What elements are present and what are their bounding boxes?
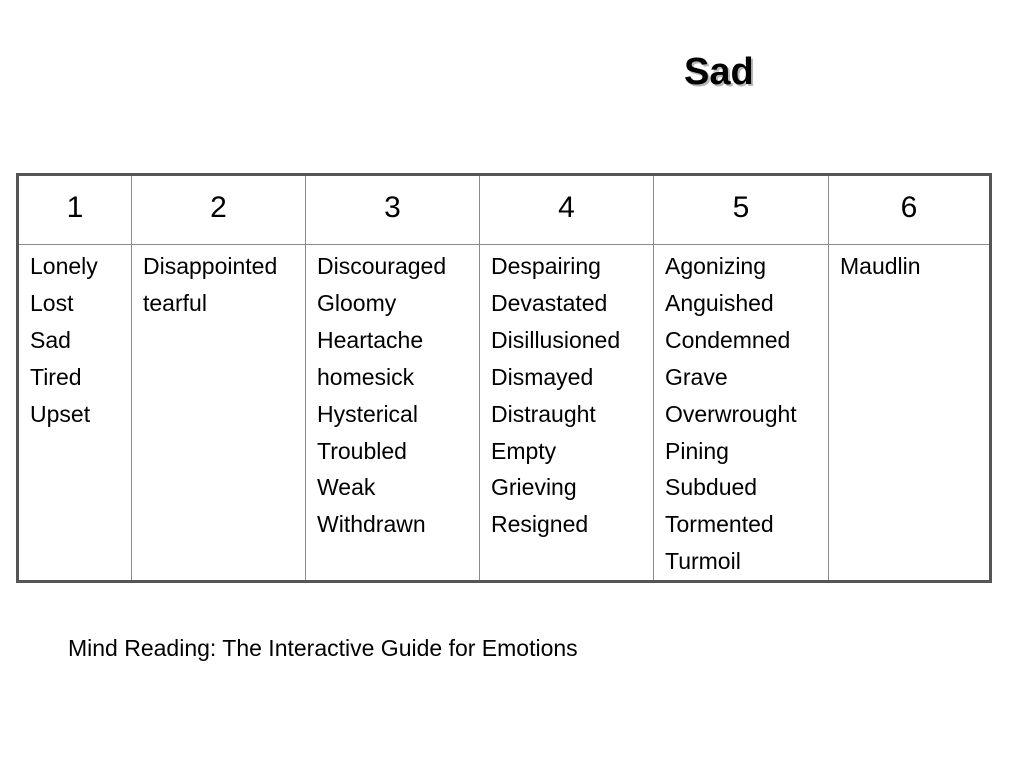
- level-header-3: 3: [306, 175, 480, 245]
- level-6-words: [829, 245, 991, 582]
- table-row: [18, 245, 991, 582]
- level-1-words: [18, 245, 132, 582]
- level-header-2: 2: [132, 175, 306, 245]
- emotion-word: Discouraged: [317, 253, 447, 279]
- level-5-words: [654, 245, 829, 582]
- emotion-word: Sad: [30, 326, 71, 353]
- emotion-word: Pining: [665, 437, 729, 464]
- emotion-intensity-table: [16, 173, 992, 583]
- emotion-word: Hysterical: [317, 400, 418, 427]
- emotion-word: Disillusioned: [491, 326, 621, 353]
- level-2-words: [132, 245, 306, 582]
- emotion-word: Empty: [491, 437, 557, 464]
- emotion-word: Tired: [30, 363, 82, 390]
- emotion-word: Resigned: [491, 511, 589, 538]
- emotion-word: Weak: [317, 474, 376, 501]
- emotion-word: Agonizing: [665, 253, 767, 279]
- emotion-word: Subdued: [665, 474, 758, 501]
- emotion-word: Disappointed: [143, 253, 278, 279]
- level-4-words: [480, 245, 654, 582]
- emotion-word: Despairing: [491, 253, 601, 279]
- level-header-5: 5: [654, 175, 829, 245]
- emotion-word: tearful: [143, 289, 207, 316]
- emotion-word: Devastated: [491, 289, 608, 316]
- level-header-6: 6: [829, 175, 991, 245]
- table-header-row: [18, 175, 991, 245]
- emotion-word: Heartache: [317, 326, 424, 353]
- emotion-word: Grieving: [491, 474, 577, 501]
- emotion-word: Lost: [30, 289, 74, 316]
- emotion-word: Dismayed: [491, 363, 594, 390]
- emotion-word: Turmoil: [665, 548, 741, 575]
- emotion-word: homesick: [317, 363, 415, 390]
- source-caption: Mind Reading: The Interactive Guide for Emotions: [68, 635, 578, 661]
- emotion-word: Upset: [30, 400, 91, 427]
- level-header-1: 1: [18, 175, 132, 245]
- level-header-4: 4: [480, 175, 654, 245]
- emotion-word: Anguished: [665, 289, 774, 316]
- emotion-word: Troubled: [317, 437, 407, 464]
- emotion-word: Withdrawn: [317, 511, 426, 538]
- emotion-word: Condemned: [665, 326, 791, 353]
- slide-title: Sad: [684, 51, 754, 93]
- emotion-word: Gloomy: [317, 289, 397, 316]
- emotion-word: Tormented: [665, 511, 774, 538]
- emotion-word: Grave: [665, 363, 728, 390]
- level-3-words: [306, 245, 480, 582]
- emotion-word: Overwrought: [665, 400, 797, 427]
- emotion-word: Lonely: [30, 253, 98, 279]
- emotion-word: Distraught: [491, 400, 596, 427]
- emotion-word: Maudlin: [840, 253, 921, 279]
